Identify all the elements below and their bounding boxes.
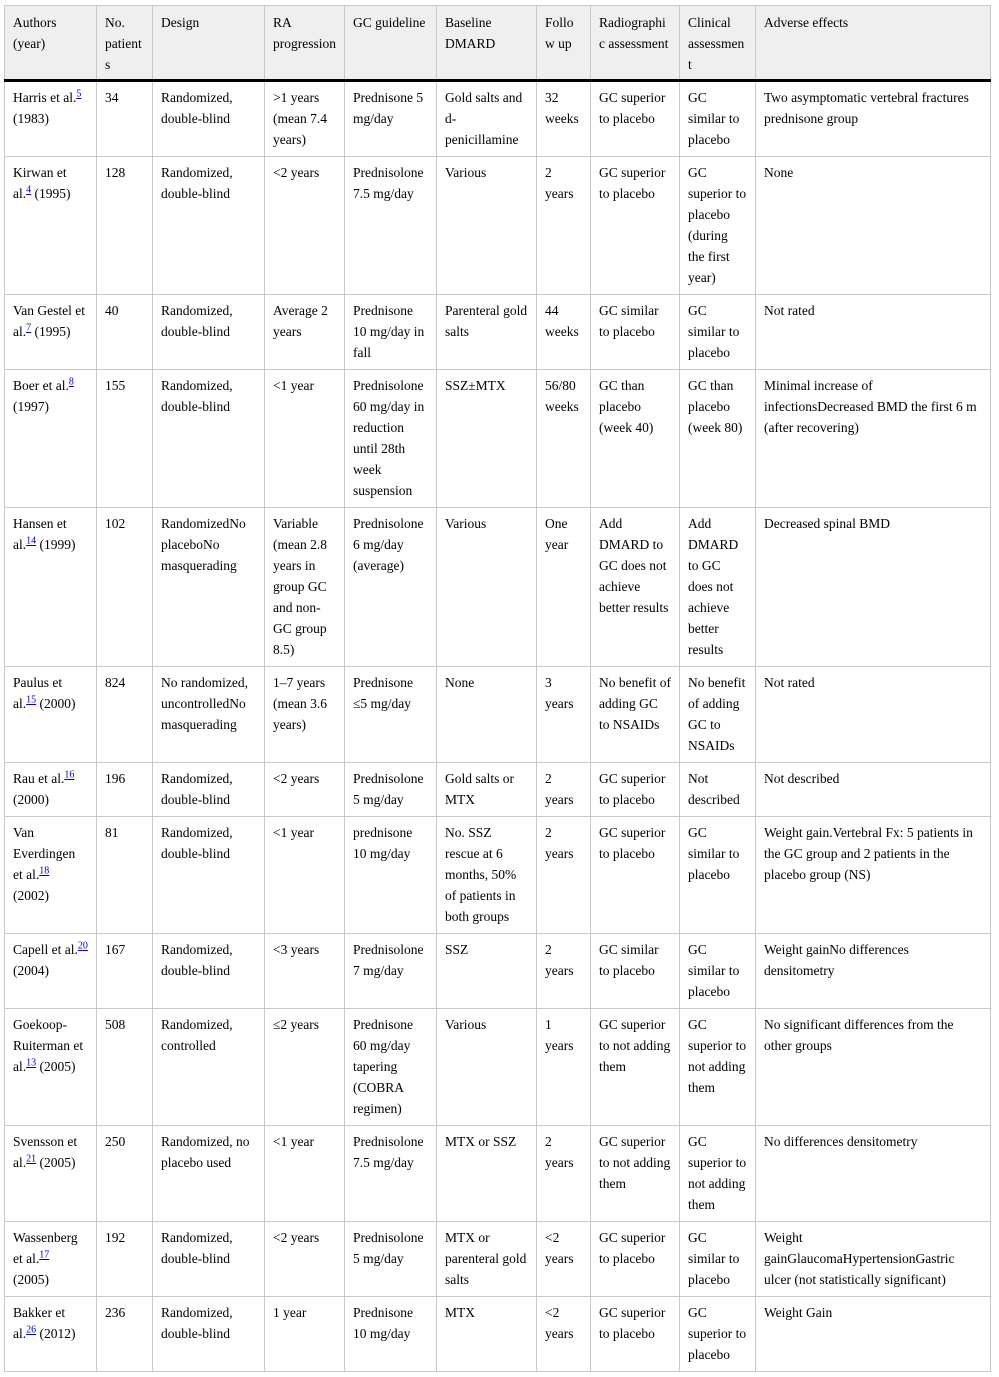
cell-radiographic-assessment: GC superior to placebo: [591, 157, 680, 295]
cell-follow-up: 32 weeks: [537, 81, 591, 157]
cell-clinical-assessment: GC superior to placebo (during the first year): [680, 157, 756, 295]
cell-no-patients: 102: [97, 508, 153, 667]
cell-gc-guideline: Prednisolone 7 mg/day: [345, 934, 437, 1009]
cell-design: Randomized, double-blind: [153, 817, 265, 934]
cell-adverse-effects: Weight gainGlaucomaHypertensionGastric ulcer (not statistically significant): [756, 1222, 991, 1297]
cell-radiographic-assessment: GC superior to placebo: [591, 1297, 680, 1372]
cell-design: Randomized, double-blind: [153, 1222, 265, 1297]
cell-gc-guideline: prednisone 10 mg/day: [345, 817, 437, 934]
cell-authors: [5, 817, 97, 934]
cell-follow-up: 3 years: [537, 667, 591, 763]
cell-clinical-assessment: GC superior to not adding them: [680, 1009, 756, 1126]
cell-baseline-dmard: None: [437, 667, 537, 763]
cell-adverse-effects: Weight Gain: [756, 1297, 991, 1372]
cell-authors: [5, 667, 97, 763]
cell-clinical-assessment: GC than placebo (week 80): [680, 370, 756, 508]
cell-design: Randomized, double-blind: [153, 81, 265, 157]
cell-design: Randomized, no placebo used: [153, 1126, 265, 1222]
cell-authors: [5, 1297, 97, 1372]
cell-authors: [5, 81, 97, 157]
cell-radiographic-assessment: GC superior to not adding them: [591, 1126, 680, 1222]
cell-radiographic-assessment: GC superior to placebo: [591, 1222, 680, 1297]
author-name: Rau et al.: [13, 771, 65, 786]
cell-adverse-effects: Minimal increase of infectionsDecreased BMD the first 6 m (after recovering): [756, 370, 991, 508]
column-header-follow-up: Follow up: [537, 6, 591, 81]
cell-gc-guideline: Prednisolone 60 mg/day in reduction until 28th week suspension: [345, 370, 437, 508]
reference-link[interactable]: 5: [76, 88, 82, 100]
cell-gc-guideline: Prednisone ≤5 mg/day: [345, 667, 437, 763]
cell-baseline-dmard: MTX: [437, 1297, 537, 1372]
column-header-ra-progression: RA progression: [265, 6, 345, 81]
reference-link[interactable]: 17: [39, 1249, 50, 1261]
cell-clinical-assessment: GC similar to placebo: [680, 1222, 756, 1297]
table-row: [5, 295, 991, 370]
table-row: [5, 370, 991, 508]
cell-no-patients: 250: [97, 1126, 153, 1222]
author-name: Wassenberg et al.: [13, 1230, 78, 1266]
author-name: Boer et al.: [13, 378, 69, 393]
author-year: (2002): [13, 888, 49, 903]
column-header-gc-guideline: GC guideline: [345, 6, 437, 81]
table-row: [5, 763, 991, 817]
cell-authors: [5, 1126, 97, 1222]
column-header-design: Design: [153, 6, 265, 81]
cell-ra-progression: <2 years: [265, 763, 345, 817]
cell-adverse-effects: No significant differences from the other groups: [756, 1009, 991, 1126]
cell-no-patients: 81: [97, 817, 153, 934]
cell-ra-progression: 1–7 years (mean 3.6 years): [265, 667, 345, 763]
reference-link[interactable]: 8: [68, 376, 74, 388]
cell-adverse-effects: None: [756, 157, 991, 295]
cell-adverse-effects: Weight gainNo differences densitometry: [756, 934, 991, 1009]
column-header-adverse-effects: Adverse effects: [756, 6, 991, 81]
gc-studies-table: [4, 5, 991, 1372]
cell-radiographic-assessment: GC superior to placebo: [591, 81, 680, 157]
cell-radiographic-assessment: Add DMARD to GC does not achieve better results: [591, 508, 680, 667]
reference-link[interactable]: 21: [26, 1153, 37, 1165]
cell-ra-progression: <1 year: [265, 817, 345, 934]
cell-adverse-effects: Decreased spinal BMD: [756, 508, 991, 667]
cell-authors: [5, 1009, 97, 1126]
cell-ra-progression: ≤2 years: [265, 1009, 345, 1126]
cell-ra-progression: Variable (mean 2.8 years in group GC and non-GC group 8.5): [265, 508, 345, 667]
cell-radiographic-assessment: GC superior to not adding them: [591, 1009, 680, 1126]
cell-follow-up: 56/80 weeks: [537, 370, 591, 508]
reference-link[interactable]: 7: [26, 322, 32, 334]
cell-authors: [5, 157, 97, 295]
cell-radiographic-assessment: GC than placebo (week 40): [591, 370, 680, 508]
cell-clinical-assessment: GC similar to placebo: [680, 817, 756, 934]
cell-no-patients: 167: [97, 934, 153, 1009]
table-row: [5, 81, 991, 157]
cell-follow-up: 2 years: [537, 817, 591, 934]
cell-design: Randomized, double-blind: [153, 1297, 265, 1372]
table-row: [5, 1297, 991, 1372]
column-header-authors-year: Authors (year): [5, 6, 97, 81]
author-year: (1997): [13, 399, 49, 414]
author-name: Goekoop-Ruiterman et al.: [13, 1017, 84, 1074]
cell-gc-guideline: Prednisone 60 mg/day tapering (COBRA regimen): [345, 1009, 437, 1126]
cell-baseline-dmard: SSZ: [437, 934, 537, 1009]
cell-follow-up: 2 years: [537, 934, 591, 1009]
cell-adverse-effects: Two asymptomatic vertebral fractures prednisone group: [756, 81, 991, 157]
cell-authors: [5, 295, 97, 370]
cell-adverse-effects: Not rated: [756, 295, 991, 370]
cell-clinical-assessment: GC similar to placebo: [680, 81, 756, 157]
cell-gc-guideline: Prednisone 10 mg/day: [345, 1297, 437, 1372]
cell-adverse-effects: Weight gain.Vertebral Fx: 5 patients in the GC group and 2 patients in the placebo group (NS): [756, 817, 991, 934]
cell-no-patients: 196: [97, 763, 153, 817]
author-year: (1983): [13, 111, 49, 126]
cell-design: Randomized, double-blind: [153, 295, 265, 370]
cell-no-patients: 508: [97, 1009, 153, 1126]
cell-clinical-assessment: GC similar to placebo: [680, 934, 756, 1009]
author-year: (2005): [13, 1272, 49, 1287]
cell-authors: [5, 508, 97, 667]
author-year: (1995): [31, 186, 71, 201]
cell-ra-progression: Average 2 years: [265, 295, 345, 370]
cell-design: Randomized, double-blind: [153, 934, 265, 1009]
cell-gc-guideline: Prednisolone 7.5 mg/day: [345, 1126, 437, 1222]
reference-link[interactable]: 13: [26, 1057, 37, 1069]
cell-clinical-assessment: GC superior to not adding them: [680, 1126, 756, 1222]
table-row: [5, 508, 991, 667]
author-name: Bakker et al.: [13, 1305, 66, 1341]
cell-radiographic-assessment: GC similar to placebo: [591, 934, 680, 1009]
cell-ra-progression: <1 year: [265, 370, 345, 508]
cell-no-patients: 128: [97, 157, 153, 295]
cell-baseline-dmard: SSZ±MTX: [437, 370, 537, 508]
cell-ra-progression: >1 years (mean 7.4 years): [265, 81, 345, 157]
author-year: (2000): [36, 696, 76, 711]
column-header-no-patients: No. patients: [97, 6, 153, 81]
cell-no-patients: 824: [97, 667, 153, 763]
cell-clinical-assessment: No benefit of adding GC to NSAIDs: [680, 667, 756, 763]
cell-adverse-effects: Not described: [756, 763, 991, 817]
table-row: [5, 1126, 991, 1222]
cell-baseline-dmard: MTX or parenteral gold salts: [437, 1222, 537, 1297]
cell-authors: [5, 763, 97, 817]
cell-ra-progression: <2 years: [265, 1222, 345, 1297]
reference-link[interactable]: 18: [39, 865, 50, 877]
cell-clinical-assessment: Not described: [680, 763, 756, 817]
cell-baseline-dmard: MTX or SSZ: [437, 1126, 537, 1222]
author-year: (2005): [36, 1059, 76, 1074]
author-year: (2012): [36, 1326, 76, 1341]
column-header-clinical-assessment: Clinical assessment: [680, 6, 756, 81]
cell-baseline-dmard: Various: [437, 157, 537, 295]
cell-design: Randomized, double-blind: [153, 370, 265, 508]
cell-baseline-dmard: Gold salts and d-penicillamine: [437, 81, 537, 157]
author-name: Van Gestel et al.: [13, 303, 85, 339]
author-year: (2004): [13, 963, 49, 978]
cell-adverse-effects: No differences densitometry: [756, 1126, 991, 1222]
reference-link[interactable]: 15: [26, 694, 37, 706]
cell-design: No randomized, uncontrolledNo masquerading: [153, 667, 265, 763]
cell-ra-progression: <2 years: [265, 157, 345, 295]
author-year: (1995): [31, 324, 71, 339]
cell-authors: [5, 370, 97, 508]
cell-adverse-effects: Not rated: [756, 667, 991, 763]
cell-no-patients: 192: [97, 1222, 153, 1297]
cell-gc-guideline: Prednisone 5 mg/day: [345, 81, 437, 157]
cell-follow-up: <2 years: [537, 1222, 591, 1297]
cell-no-patients: 34: [97, 81, 153, 157]
author-year: (2005): [36, 1155, 76, 1170]
table-row: [5, 817, 991, 934]
column-header-radiographic-assessment: Radiographic assessment: [591, 6, 680, 81]
cell-gc-guideline: Prednisone 10 mg/day in fall: [345, 295, 437, 370]
cell-gc-guideline: Prednisolone 5 mg/day: [345, 763, 437, 817]
cell-follow-up: <2 years: [537, 1297, 591, 1372]
cell-radiographic-assessment: No benefit of adding GC to NSAIDs: [591, 667, 680, 763]
author-name: Van Everdingen et al.: [13, 825, 76, 882]
cell-authors: [5, 934, 97, 1009]
cell-baseline-dmard: Gold salts or MTX: [437, 763, 537, 817]
table-body: [5, 81, 991, 1372]
cell-baseline-dmard: Various: [437, 1009, 537, 1126]
cell-follow-up: 2 years: [537, 1126, 591, 1222]
cell-radiographic-assessment: GC similar to placebo: [591, 295, 680, 370]
cell-ra-progression: 1 year: [265, 1297, 345, 1372]
table-row: [5, 1009, 991, 1126]
author-name: Harris et al.: [13, 90, 77, 105]
column-header-baseline-dmard: Baseline DMARD: [437, 6, 537, 81]
header-row: [5, 6, 991, 81]
cell-clinical-assessment: GC superior to placebo: [680, 1297, 756, 1372]
cell-baseline-dmard: Various: [437, 508, 537, 667]
cell-ra-progression: <1 year: [265, 1126, 345, 1222]
cell-design: Randomized, double-blind: [153, 157, 265, 295]
cell-follow-up: 2 years: [537, 763, 591, 817]
cell-no-patients: 236: [97, 1297, 153, 1372]
cell-radiographic-assessment: GC superior to placebo: [591, 817, 680, 934]
table-row: [5, 157, 991, 295]
cell-clinical-assessment: Add DMARD to GC does not achieve better results: [680, 508, 756, 667]
reference-link[interactable]: 20: [77, 940, 88, 952]
cell-follow-up: One year: [537, 508, 591, 667]
cell-gc-guideline: Prednisolone 6 mg/day (average): [345, 508, 437, 667]
author-year: (1999): [36, 537, 76, 552]
table-row: [5, 667, 991, 763]
cell-gc-guideline: Prednisolone 7.5 mg/day: [345, 157, 437, 295]
reference-link[interactable]: 26: [26, 1324, 37, 1336]
cell-no-patients: 40: [97, 295, 153, 370]
reference-link[interactable]: 16: [64, 769, 75, 781]
author-name: Kirwan et al.: [13, 165, 67, 201]
author-name: Svensson et al.: [13, 1134, 78, 1170]
cell-follow-up: 44 weeks: [537, 295, 591, 370]
reference-link[interactable]: 14: [26, 535, 37, 547]
reference-link[interactable]: 4: [26, 184, 32, 196]
table-row: [5, 1222, 991, 1297]
cell-design: Randomized, double-blind: [153, 763, 265, 817]
author-name: Paulus et al.: [13, 675, 63, 711]
cell-baseline-dmard: Parenteral gold salts: [437, 295, 537, 370]
author-year: (2000): [13, 792, 49, 807]
table-header: [5, 6, 991, 81]
cell-baseline-dmard: No. SSZ rescue at 6 months, 50% of patients in both groups: [437, 817, 537, 934]
cell-authors: [5, 1222, 97, 1297]
cell-no-patients: 155: [97, 370, 153, 508]
cell-design: RandomizedNo placeboNo masquerading: [153, 508, 265, 667]
cell-ra-progression: <3 years: [265, 934, 345, 1009]
author-name: Capell et al.: [13, 942, 78, 957]
cell-follow-up: 2 years: [537, 157, 591, 295]
cell-gc-guideline: Prednisolone 5 mg/day: [345, 1222, 437, 1297]
cell-radiographic-assessment: GC superior to placebo: [591, 763, 680, 817]
author-name: Hansen et al.: [13, 516, 67, 552]
cell-design: Randomized, controlled: [153, 1009, 265, 1126]
cell-follow-up: 1 years: [537, 1009, 591, 1126]
table-row: [5, 934, 991, 1009]
cell-clinical-assessment: GC similar to placebo: [680, 295, 756, 370]
